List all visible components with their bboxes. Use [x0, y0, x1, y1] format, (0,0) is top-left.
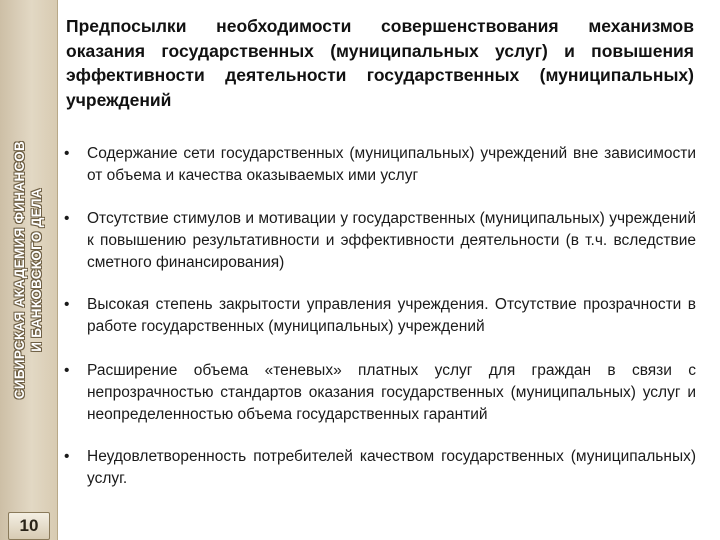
bullet-item	[62, 143, 696, 187]
organization-name-line-2: И БАНКОВСКОГО ДЕЛА	[29, 188, 44, 352]
bullet-icon: •	[64, 210, 70, 227]
bullet-item	[62, 294, 696, 338]
bullet-icon: •	[64, 448, 70, 465]
bullet-icon: •	[64, 145, 70, 162]
bullet-list	[62, 143, 696, 490]
left-sidebar	[0, 0, 58, 540]
bullet-item	[62, 208, 696, 274]
page-number: 10	[8, 512, 50, 540]
bullet-icon: •	[64, 296, 70, 313]
bullet-item	[62, 360, 696, 426]
bullet-icon: •	[64, 362, 70, 379]
bullet-text: Неудовлетворенность потребителей качеством государственных (муниципальных) услуг.	[87, 448, 696, 487]
bullet-text: Высокая степень закрытости управления учреждения. Отсутствие прозрачности в работе государственных (муниципальных) учреждений	[87, 296, 696, 335]
bullet-text: Содержание сети государственных (муниципальных) учреждений вне зависимости от объема и качества оказываемых ими услуг	[87, 145, 696, 184]
bullet-item	[62, 446, 696, 490]
organization-name-line-1: СИБИРСКАЯ АКАДЕМИЯ ФИНАНСОВ	[12, 140, 27, 400]
slide-title: Предпосылки необходимости совершенствования механизмов оказания государственных (муниципальных услуг) и повышения эффективности деятельности государственных (муниципальных) учреждений	[66, 16, 694, 110]
organization-name	[11, 105, 45, 435]
bullet-text: Расширение объема «теневых» платных услуг для граждан в связи с непрозрачностью стандартов оказания государственных (муниципальных) услуг и неопределенностью объема государственных гарантий	[87, 362, 696, 423]
bullet-text: Отсутствие стимулов и мотивации у государственных (муниципальных) учреждений к повышению результативности и эффективности деятельности (в т.ч. вследствие сметного финансирования)	[87, 210, 696, 271]
